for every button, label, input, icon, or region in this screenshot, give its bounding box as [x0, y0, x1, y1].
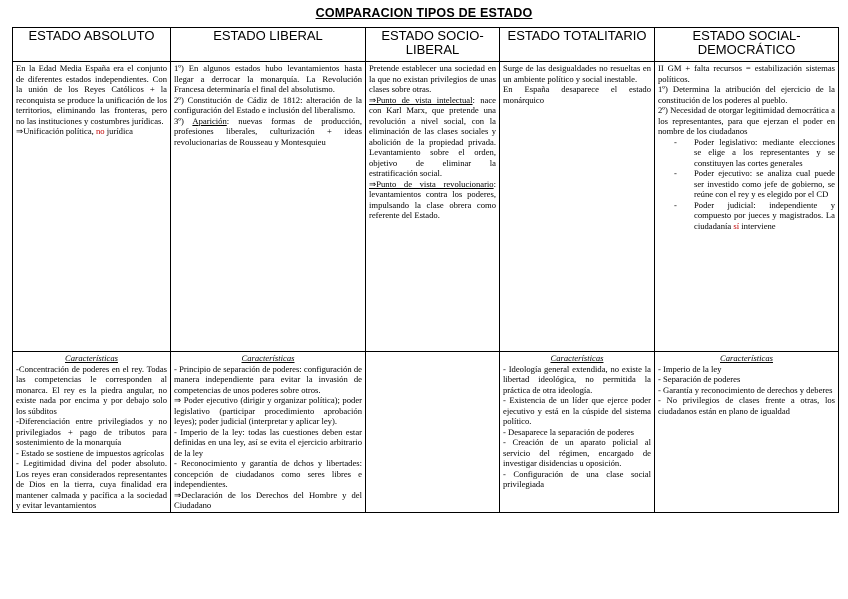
header-estado-social-democratico: ESTADO SOCIAL-DEMOCRÁTICO — [655, 28, 839, 62]
characteristics-label: Características — [241, 353, 295, 363]
socio-origin-intro: Pretende establecer una sociedad en la que no existan privilegios de unas clases sobre otras. — [369, 63, 496, 94]
totalitario-origin-text: Surge de las desigualdades no resueltas en un ambiente político y social inestable. — [503, 63, 651, 84]
socialdem-origin-point-1: 1º) Determina la atribución del ejercicio de la constitución de los poderes al pueblo. — [658, 84, 835, 105]
power-ejecutivo: - Poder ejecutivo: se analiza cual puede ser investido como jefe de gobierno, se reúne con el rey y es elegido por el CD — [694, 168, 835, 200]
socio-characteristics-cell — [366, 352, 500, 513]
characteristic-item: - Reconocimiento y garantía de dchos y libertades: concepción de ciudadanos como seres libres e independientes. — [174, 458, 362, 489]
characteristics-row — [13, 352, 839, 513]
header-row — [13, 28, 839, 62]
socio-origin-intellectual: ⇒Punto de vista intelectual: nace con Karl Marx, que pretende una revolución a nivel social, con la eliminación de las clases sociales y abolición de la propiedad privada. Levantamiento sobre el orden, objetivo de eliminar la estratificación social. — [369, 94, 496, 178]
totalitario-characteristics-cell — [500, 352, 655, 513]
liberal-origin-point-3: 3º) Aparición: nuevas formas de producción, profesiones liberales, culturización + ideas revolucionarias de Rousseau y Montesquieu — [174, 115, 362, 147]
origin-row — [13, 62, 839, 352]
totalitario-origin-spain: En España desaparece el estado monárquico — [503, 84, 651, 105]
absoluto-origin-text: En la Edad Media España era el conjunto de diferentes estados independientes. Con la unión de los Reyes Católicos + la reconquista se produce la unificación de los territorios, eliminando las fronteras, pero no las instituciones y costumbres jurídicas. — [16, 63, 167, 126]
characteristic-item: - Existencia de un líder que ejerce poder ejecutivo y está en la cúspide del sistema político. — [503, 395, 651, 426]
socio-origin-revolutionary: ⇒Punto de vista revolucionario: levantamientos contra los poderes, impulsando la clase obrera como referente del Estado. — [369, 178, 496, 220]
liberal-origin-point-1: 1º) En algunos estados hubo levantamientos hasta llegar a derrocar la monarquía. La Revolución Francesa determinaría el final del absolutismo. — [174, 63, 362, 94]
absoluto-origin-conclusion: ⇒Unificación política, no jurídica — [16, 126, 133, 136]
characteristic-item: -Diferenciación entre privilegiados y no privilegiados + pago de tributos para sostenimiento de la monarquía — [16, 416, 167, 447]
socialdem-origin-cell — [655, 62, 839, 352]
characteristics-label: Características — [65, 353, 118, 363]
characteristic-item: - Ideología general extendida, no existe la libertad ideológica, no permitida la práctica de otra ideología. — [503, 363, 651, 395]
header-estado-liberal: ESTADO LIBERAL — [171, 28, 366, 62]
characteristic-item: - Legitimidad divina del poder absoluto. Los reyes eran considerados representantes de Dios en la tierra, cuya finalidad era mantener calmada y pacífica a la sociedad y evitar levantamientos — [16, 458, 167, 510]
characteristics-label: Características — [550, 353, 604, 363]
power-judicial: - Poder judicial: independiente y compuesto por jueces y magistrados. La ciudadanía sí interviene — [694, 200, 835, 232]
powers-list — [658, 137, 835, 232]
socio-origin-cell — [366, 62, 500, 352]
characteristic-item: - Principio de separación de poderes: configuración de manera independiente para evitar la invasión de competencias de unos poderes sobre otros. — [174, 363, 362, 395]
absoluto-characteristics-cell — [13, 352, 171, 513]
power-legislativo: - Poder legislativo: mediante elecciones se elige a los representantes y se constituyen las cortes generales — [694, 137, 835, 169]
characteristic-item: - Imperio de la ley: todas las cuestiones deben estar definidas en una ley, así se evita el ejercicio arbitrario de la ley — [174, 426, 362, 458]
characteristic-item: -Concentración de poderes en el rey. Todas las competencias le corresponden al monarca. El rey es la piedra angular, no existe nada por encima y por debajo solo los súbditos — [16, 363, 167, 416]
liberal-origin-point-2: 2º) Constitución de Cádiz de 1812: alteración de la configuración del Estado e inclusión del liberalismo. — [174, 94, 362, 115]
comparison-table — [12, 27, 839, 513]
characteristics-label: Características — [720, 353, 773, 363]
totalitario-origin-cell — [500, 62, 655, 352]
characteristic-item: - No privilegios de clases frente a otras, los ciudadanos están en plano de igualdad — [658, 395, 835, 416]
header-estado-absoluto: ESTADO ABSOLUTO — [13, 28, 171, 62]
socialdem-characteristics-cell — [655, 352, 839, 513]
characteristic-item: ⇒ Poder ejecutivo (dirigir y organizar política); poder legislativo (participar procedimiento aprobación leyes); poder judicial (interpretar y aplicar ley). — [174, 395, 362, 426]
characteristic-item: - Imperio de la ley — [658, 363, 722, 374]
characteristic-item: - Creación de un aparato policial al servicio del régimen, encargado de investigar disidencias u oposición. — [503, 437, 651, 468]
page-title: COMPARACION TIPOS DE ESTADO — [315, 6, 533, 20]
liberal-origin-cell — [171, 62, 366, 352]
characteristic-item: - Desaparece la separación de poderes — [503, 426, 634, 437]
characteristic-item: ⇒Declaración de los Derechos del Hombre y del Ciudadano — [174, 489, 362, 510]
absoluto-origin-cell — [13, 62, 171, 352]
characteristic-item: - Configuración de una clase social privilegiada — [503, 468, 651, 489]
header-estado-socio-liberal: ESTADO SOCIO-LIBERAL — [366, 28, 500, 62]
socialdem-origin-intro: II GM + falta recursos = estabilización sistemas políticos. — [658, 63, 835, 84]
socialdem-origin-point-2: 2º) Necesidad de otorgar legitimidad democrática a los representantes, para que ejerzan el poder en nombre de los ciudadanos — [658, 105, 835, 136]
header-estado-totalitario: ESTADO TOTALITARIO — [500, 28, 655, 62]
characteristic-item: - Separación de poderes — [658, 374, 741, 384]
liberal-characteristics-cell — [171, 352, 366, 513]
characteristic-item: - Garantía y reconocimiento de derechos y deberes — [658, 384, 833, 395]
characteristic-item: - Estado se sostiene de impuestos agrícolas — [16, 447, 164, 458]
